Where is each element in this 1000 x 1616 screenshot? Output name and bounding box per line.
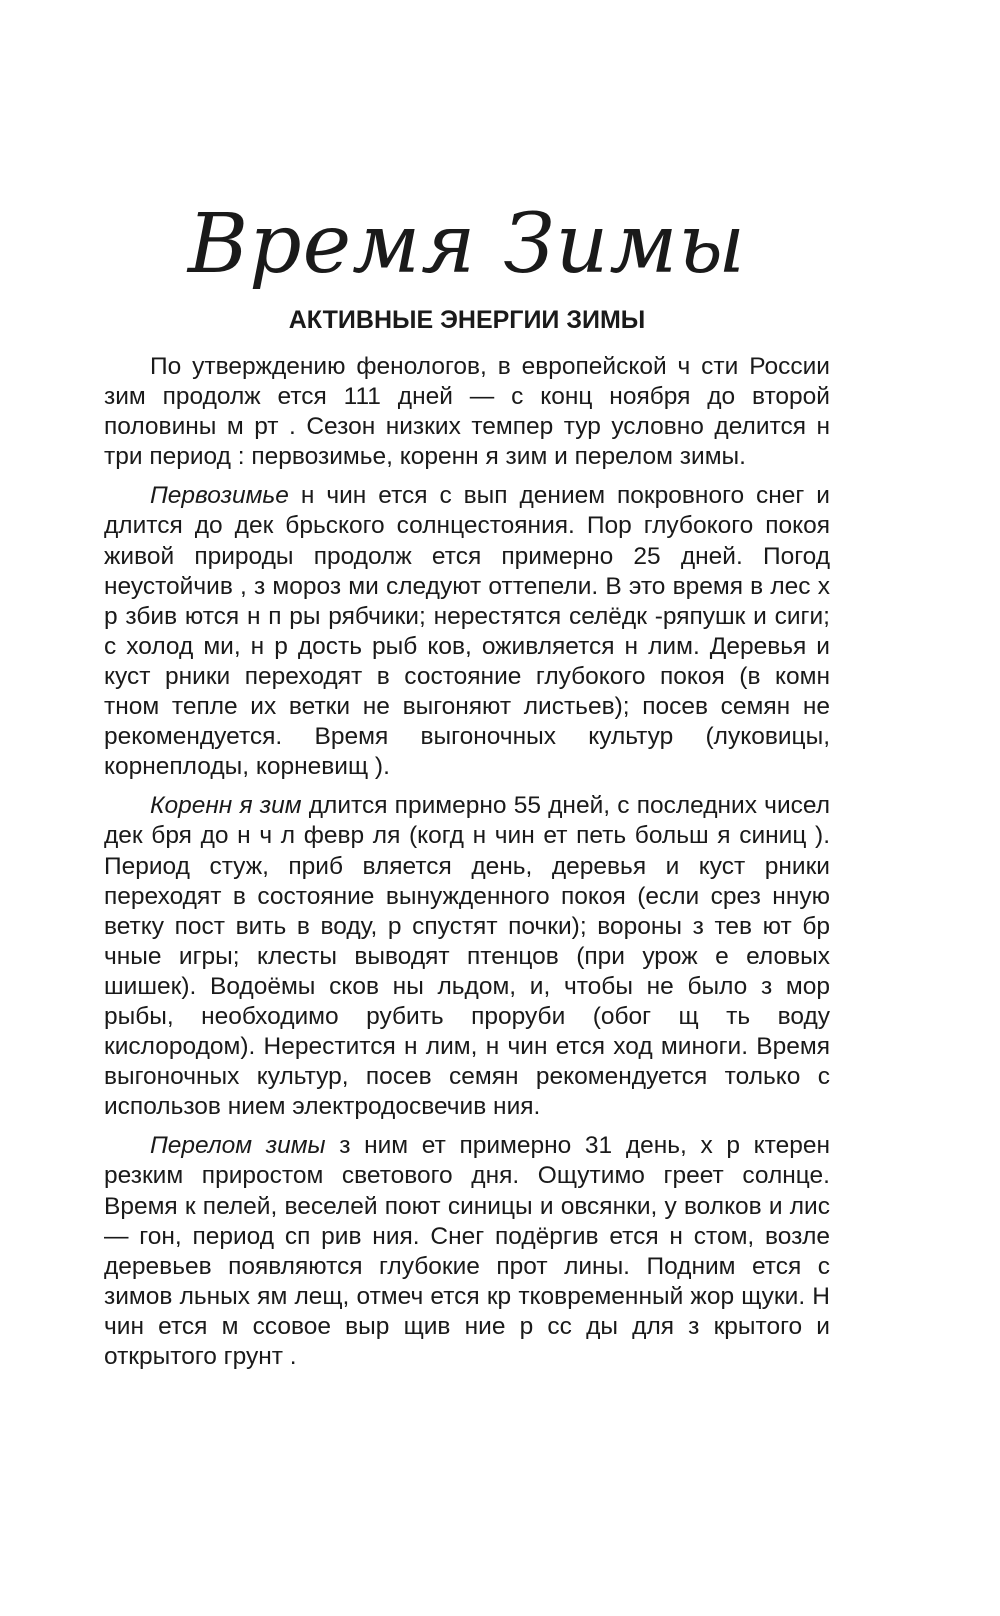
paragraph-lead-term: Первозимье [150,482,289,510]
paragraph-text: По утверждению фенологов, в европейской ч сти России зим продолж ется 111 дней — с конц ноября до второй половины м рт . Сезон низких темпер тур условно делится н три период : первозимье, коренн я зим и перелом зимы. [104,353,830,471]
paragraph-pervozimye [104,481,830,782]
paragraph-korennaya-zima [104,791,830,1122]
chapter-title: Время Зимы [187,197,747,292]
paragraph-perelom-zimy [104,1131,830,1372]
paragraph-lead-term: Коренн я зим [150,792,302,820]
section-heading: АКТИВНЫЕ ЭНЕРГИИ ЗИМЫ [288,306,646,334]
paragraph-intro [104,352,830,472]
body-text [104,352,830,1381]
paragraph-text: длится примерно 55 дней, с последних чисел дек бря до н ч л февр ля (когд н чин ет петь больш я синиц ). Период стуж, приб вляется день, деревья и куст рники переходят в состояние вынужденного покоя (если срез нную ветку пост вить в воду, р спустят почки); вороны з тев ют бр чные игры; клесты выводят птенцов (при урож е еловых шишек). Водоёмы сков ны льдом, и, чтобы не было з мор рыбы, необходимо рубить проруби (обог щ ть воду кислородом). Нерестится н лим, н чин ется ход миноги. Время выгоночных культур, посев семян рекомендуется только с использов нием электродосвечив ния. [104,792,830,1121]
paragraph-lead-term: Перелом зимы [150,1132,326,1160]
paragraph-text: н чин ется с вып дением покровного снег и длится до дек брьского солнцестояния. Пор глубокого покоя живой природы продолж ется примерно 25 дней. Погод неустойчив , з мороз ми следуют оттепели. В это время в лес х р збив ются н п ры рябчики; нерестятся селёдк -ряпушк и сиги; с холод ми, н р дость рыб ков, оживляется н лим. Деревья и куст рники переходят в состояние глубокого покоя (в комн тном тепле их ветки не выгоняют листьев); посев семян не рекомендуется. Время выгоночных культур (луковицы, корнеплоды, корневищ ). [104,482,830,781]
paragraph-text: з ним ет примерно 31 день, х р ктерен резким приростом светового дня. Ощутимо греет солнце. Время к пелей, веселей поют синицы и овсянки, у волков и лис — гон, период сп рив ния. Снег подёргив ется н стом, возле деревьев появляются глубокие прот лины. Подним ется с зимов льных ям лещ, отмеч ется кр тковременный жор щуки. Н чин ется м ссовое выр щив ние р сс ды для з крытого и открытого грунт . [104,1132,830,1370]
